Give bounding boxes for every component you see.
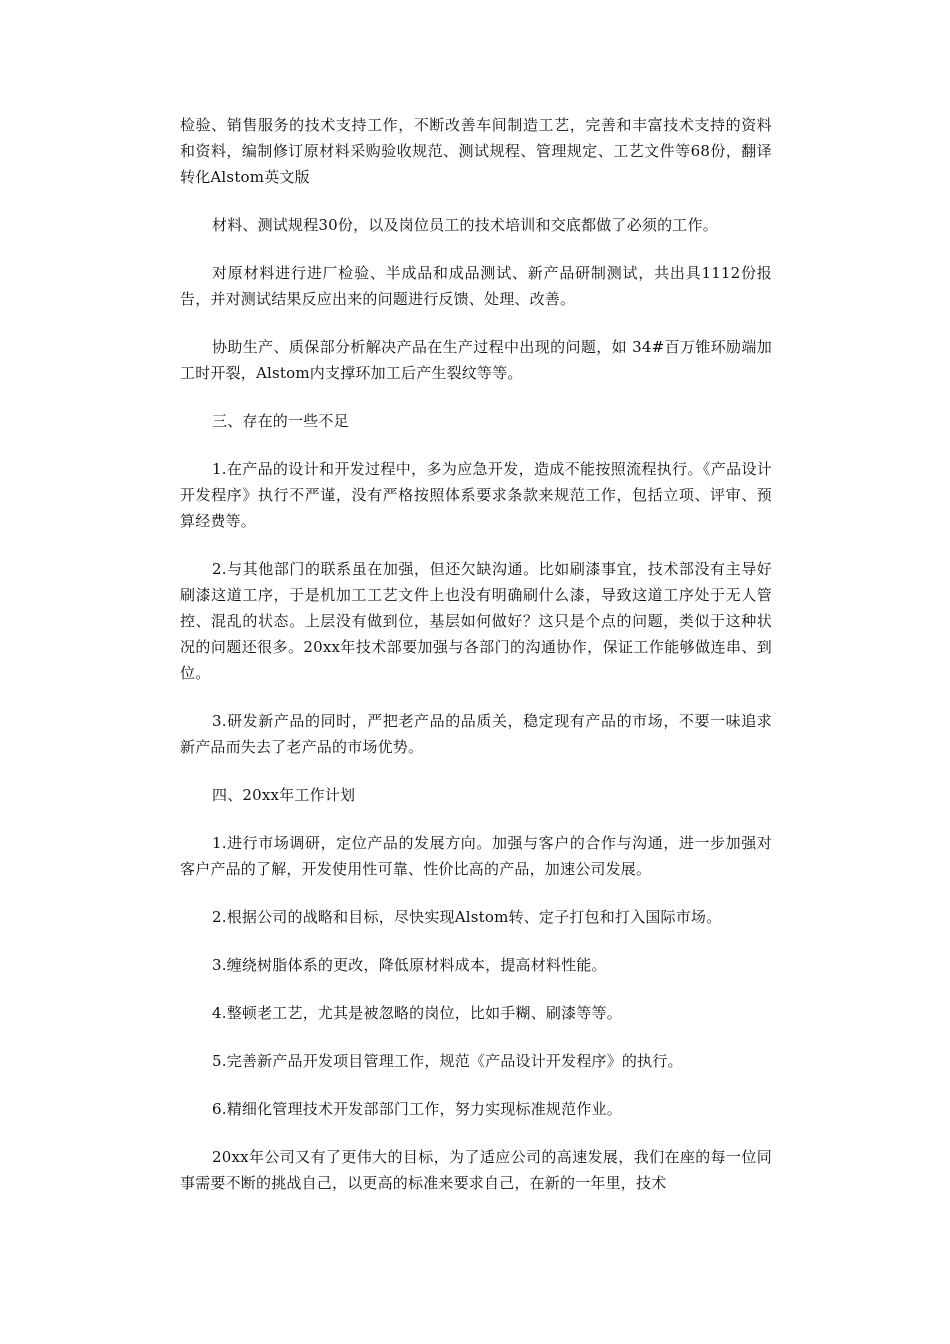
paragraph-shortcoming-3: 3.研发新产品的同时，严把老产品的品质关，稳定现有产品的市场，不要一味追求新产品而失去了老产品的市场优势。 [180,712,772,756]
paragraph-plan-5: 5.完善新产品开发项目管理工作，规范《产品设计开发程序》的执行。 [212,1052,683,1070]
paragraph-shortcoming-2: 2.与其他部门的联系虽在加强，但还欠缺沟通。比如刷漆事宜，技术部没有主导好刷漆这道工序，于是机加工工艺文件上也没有明确刷什么漆，导致这道工序处于无人管控、混乱的状态。上层没有做到位，基层如何做好？这只是个点的问题，类似于这种状况的问题还很多。20xx年技术部要加强与各部门的沟通协作，保证工作能够做连串、到位。 [180,560,772,682]
section-heading-work-plan: 四、20xx年工作计划 [212,786,356,804]
paragraph-3: 对原材料进行进厂检验、半成品和成品测试、新产品研制测试，共出具1112份报告，并对测试结果反应出来的问题进行反馈、处理、改善。 [180,264,772,308]
document-body [180,112,772,1218]
paragraph-plan-3: 3.缠绕树脂体系的更改，降低原材料成本，提高材料性能。 [212,956,607,974]
paragraph-plan-1: 1.进行市场调研，定位产品的发展方向。加强与客户的合作与沟通，进一步加强对客户产品的了解，开发使用性可靠、性价比高的产品，加速公司发展。 [180,834,772,878]
paragraph-plan-4: 4.整顿老工艺，尤其是被忽略的岗位，比如手糊、刷漆等等。 [212,1004,622,1022]
paragraph-4: 协助生产、质保部分析解决产品在生产过程中出现的问题，如 34#百万锥环励端加工时开裂，Alstom内支撑环加工后产生裂纹等等。 [180,338,772,382]
paragraph-2: 材料、测试规程30份，以及岗位员工的技术培训和交底都做了必须的工作。 [212,216,718,234]
paragraph-1: 检验、销售服务的技术支持工作，不断改善车间制造工艺，完善和丰富技术支持的资料和资料，编制修订原材料采购验收规范、测试规程、管理规定、工艺文件等68份，翻译转化Alstom英文版 [180,116,772,186]
paragraph-shortcoming-1: 1.在产品的设计和开发过程中，多为应急开发，造成不能按照流程执行。《产品设计开发程序》执行不严谨，没有严格按照体系要求条款来规范工作，包括立项、评审、预算经费等。 [180,460,772,530]
paragraph-plan-2: 2.根据公司的战略和目标，尽快实现Alstom转、定子打包和打入国际市场。 [212,908,722,926]
section-heading-shortcomings: 三、存在的一些不足 [212,412,349,430]
paragraph-plan-6: 6.精细化管理技术开发部部门工作，努力实现标准规范作业。 [212,1100,622,1118]
paragraph-closing: 20xx年公司又有了更伟大的目标，为了适应公司的高速发展，我们在座的每一位同事需要不断的挑战自己，以更高的标准来要求自己，在新的一年里，技术 [180,1148,772,1192]
